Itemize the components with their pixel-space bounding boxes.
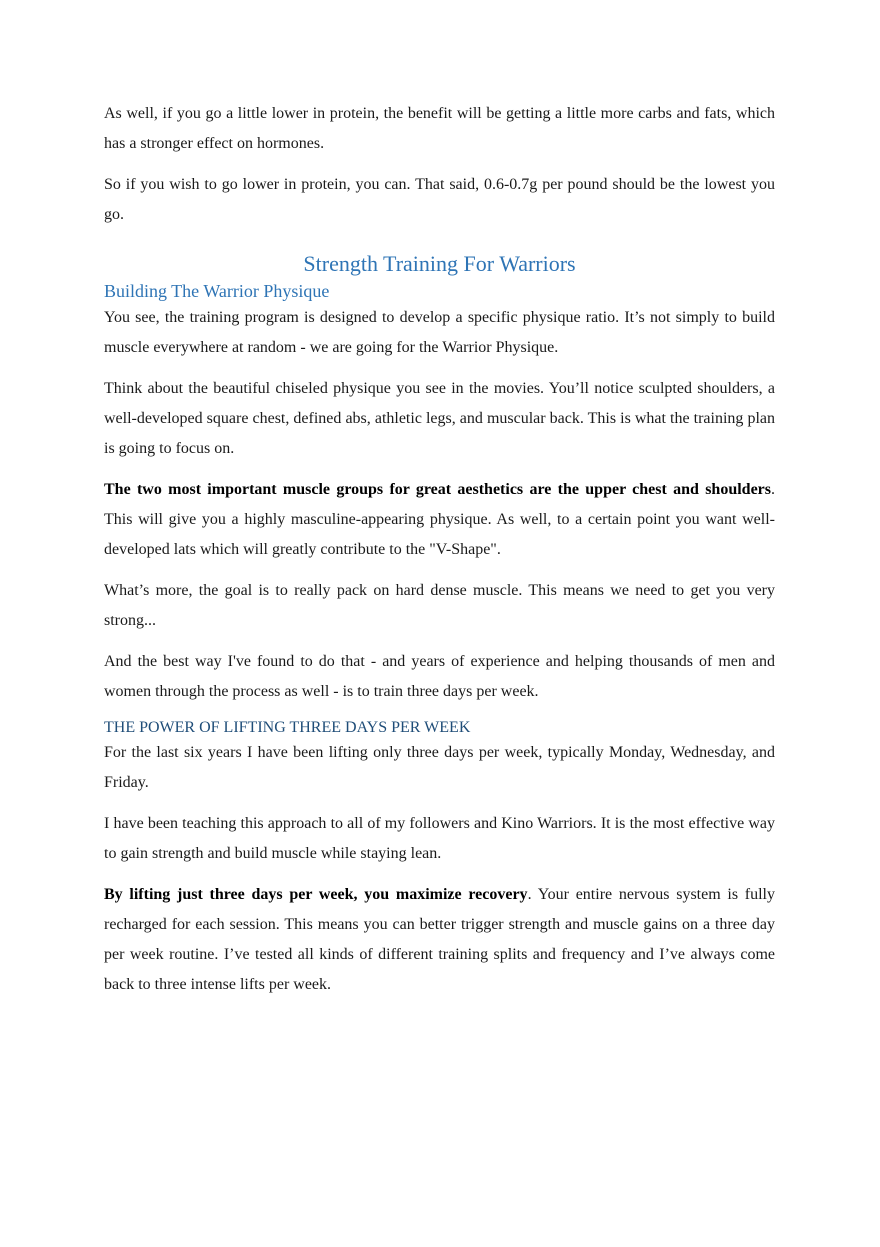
subsection-paragraph-1: For the last six years I have been lifting only three days per week, typically Monday, Wednesday, and Friday.: [104, 744, 775, 791]
section-paragraph-4: What’s more, the goal is to really pack on hard dense muscle. This means we need to get you very strong...: [104, 582, 775, 629]
section-paragraph-3-bold: The two most important muscle groups for great aesthetics are the upper chest and shoulders: [104, 481, 771, 498]
subsection-paragraph-3-rest: . Your entire nervous system is fully recharged for each session. This means you can better trigger strength and muscle gains on a three day per week routine. I’ve tested all kinds of different training splits and frequency and I’ve always come back to three intense lifts per week.: [104, 886, 776, 993]
section-paragraph-1: You see, the training program is designed to develop a specific physique ratio. It’s not simply to build muscle everywhere at random - we are going for the Warrior Physique.: [104, 309, 775, 356]
section-paragraph-3: [104, 475, 775, 565]
subsection-paragraph-2: I have been teaching this approach to all of my followers and Kino Warriors. It is the most effective way to gain strength and build muscle while staying lean.: [104, 815, 775, 862]
section-paragraph-2: Think about the beautiful chiseled physique you see in the movies. You’ll notice sculpted shoulders, a well-developed square chest, defined abs, athletic legs, and muscular back. This is what the training plan is going to focus on.: [104, 380, 775, 457]
subsection-paragraph-3: [104, 880, 775, 1000]
section-title: Strength Training For Warriors: [303, 251, 576, 276]
section-subheading: Building The Warrior Physique: [104, 281, 330, 301]
section-paragraph-3-rest: . This will give you a highly masculine-appearing physique. As well, to a certain point you want well-developed lats which will greatly contribute to the "V-Shape".: [104, 481, 775, 558]
document-page: [104, 99, 775, 1011]
intro-paragraph-1: As well, if you go a little lower in protein, the benefit will be getting a little more carbs and fats, which has a stronger effect on hormones.: [104, 105, 775, 152]
intro-paragraph-2: So if you wish to go lower in protein, you can. That said, 0.6-0.7g per pound should be the lowest you go.: [104, 176, 775, 223]
section-paragraph-5: And the best way I've found to do that - and years of experience and helping thousands of men and women through the process as well - is to train three days per week.: [104, 653, 775, 700]
subsection-heading: THE POWER OF LIFTING THREE DAYS PER WEEK: [104, 719, 471, 736]
subsection-paragraph-3-bold: By lifting just three days per week, you maximize recovery: [104, 886, 528, 903]
